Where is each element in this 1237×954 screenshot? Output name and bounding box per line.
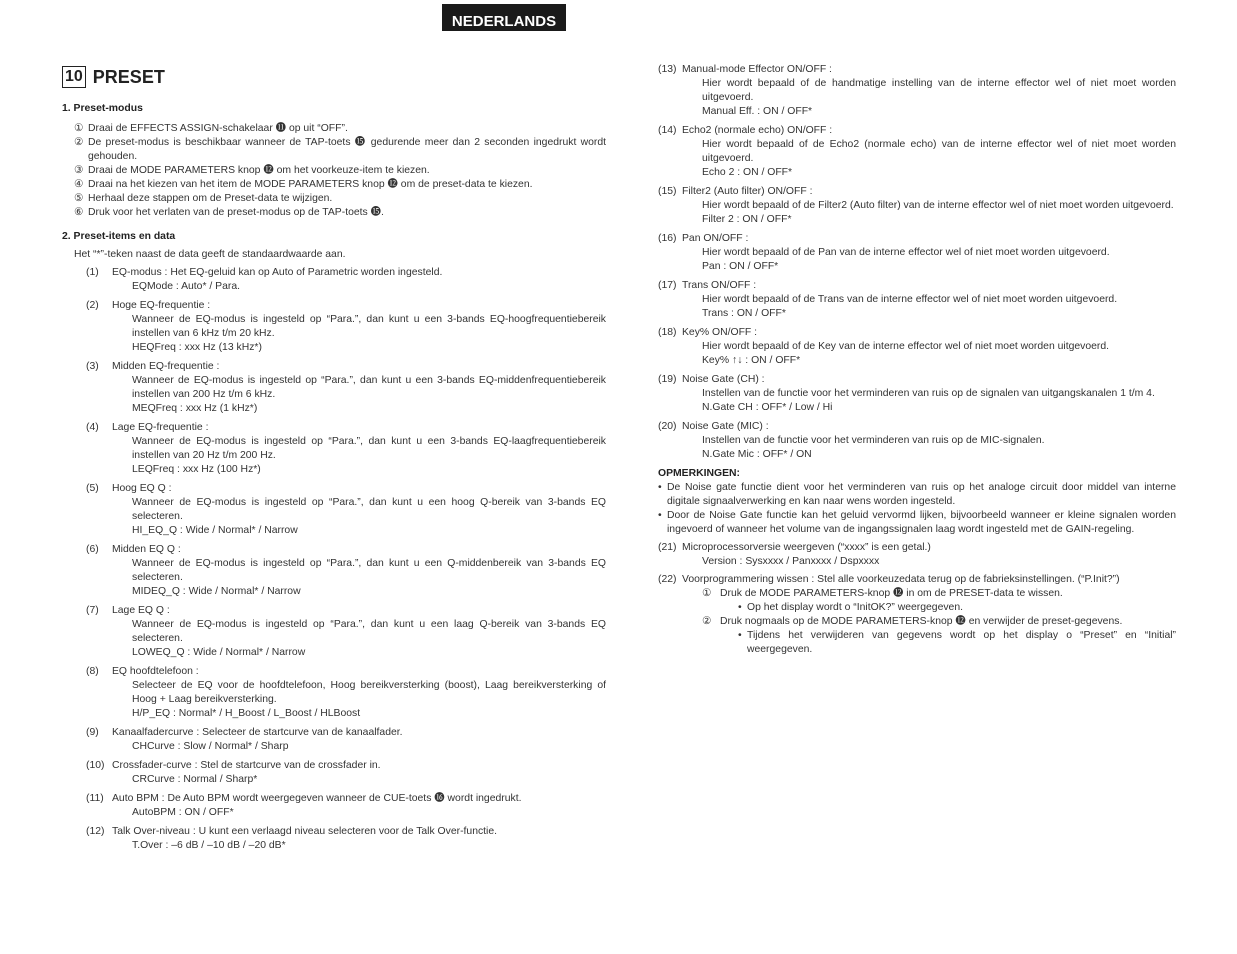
item-header xyxy=(658,124,1176,138)
step-marker: ② xyxy=(702,616,712,627)
preset-item xyxy=(62,604,606,660)
item-body xyxy=(112,825,606,853)
item-head: Hoog EQ Q : xyxy=(112,483,172,494)
item-head: Manual-mode Effector ON/OFF : xyxy=(682,64,832,75)
step-marker: ② xyxy=(74,137,84,148)
item-description: Wanneer de EQ-modus is ingesteld op “Para.”, dan kunt u een 3-bands EQ-middenfrequentiebereik instellen van 200 Hz t/m 6 kHz. xyxy=(132,375,606,400)
language-label: NEDERLANDS xyxy=(451,13,557,30)
preset-step xyxy=(62,122,606,136)
preset-item xyxy=(62,825,606,853)
item-head: Lage EQ Q : xyxy=(112,605,170,616)
item-number: (4) xyxy=(86,422,99,433)
preset-item xyxy=(62,482,606,538)
item-head: Noise Gate (MIC) : xyxy=(682,421,769,432)
item-description: Hier wordt bepaald of de Pan van de interne effector wel of niet moet worden uitgevoerd. xyxy=(702,247,1110,258)
item-description: Hier wordt bepaald of de Filter2 (Auto filter) van de interne effector wel of niet moet worden uitgevoerd. xyxy=(702,200,1174,211)
preset-item xyxy=(62,792,606,820)
item-head: Microprocessorversie weergeven (“xxxx” is een getal.) xyxy=(682,542,931,553)
item-header xyxy=(658,63,1176,77)
preset-item xyxy=(62,726,606,754)
step-marker: ④ xyxy=(74,179,84,190)
preset-items-list xyxy=(62,266,606,853)
item-values: Version : Sysxxxx / Panxxxx / Dspxxxx xyxy=(702,556,880,567)
item-body xyxy=(112,482,606,538)
item-body xyxy=(112,266,606,294)
step-bullet xyxy=(720,629,1176,657)
step-text: Draai de MODE PARAMETERS knop ⓬ om het voorkeuze-item te kiezen. xyxy=(88,165,430,176)
item-number: (20) xyxy=(658,421,677,432)
section-heading xyxy=(62,66,165,88)
bullet-icon: • xyxy=(658,510,662,521)
preset-items-title: 2. Preset-items en data xyxy=(62,231,176,242)
step-text: Druk de MODE PARAMETERS-knop ⓬ in om de PRESET-data te wissen. xyxy=(720,588,1063,599)
preset-item xyxy=(62,266,606,294)
preset-item xyxy=(658,124,1176,180)
item-head: EQ-modus : Het EQ-geluid kan op Auto of Parametric worden ingesteld. xyxy=(112,267,443,278)
item-head: Noise Gate (CH) : xyxy=(682,374,765,385)
preset-item xyxy=(658,232,1176,274)
step-bullet xyxy=(720,601,1176,615)
item-head: Midden EQ-frequentie : xyxy=(112,361,220,372)
item-number: (14) xyxy=(658,125,677,136)
item-header xyxy=(658,232,1176,246)
item-head: Filter2 (Auto filter) ON/OFF : xyxy=(682,186,813,197)
item-values: AutoBPM : ON / OFF* xyxy=(132,807,234,818)
step-body xyxy=(720,587,1176,615)
item-values: CHCurve : Slow / Normal* / Sharp xyxy=(132,741,289,752)
item-description: Hier wordt bepaald of de Key van de interne effector wel of niet moet worden uitgevoerd. xyxy=(702,341,1110,352)
item-number: (15) xyxy=(658,186,677,197)
item-number: (19) xyxy=(658,374,677,385)
note-text: De Noise gate functie dient voor het verminderen van ruis op het analoge circuit door middel van interne digitale signaalverwerking en kan naar wens worden ingesteld. xyxy=(667,482,1176,507)
item-head: Auto BPM : De Auto BPM wordt weergegeven wanneer de CUE-toets ⓰ wordt ingedrukt. xyxy=(112,793,522,804)
step-marker: ⑤ xyxy=(74,193,84,204)
item-head: Voorprogrammering wissen : Stel alle voorkeuzedata terug op de fabrieksinstellingen. (“P.Init?”) xyxy=(682,574,1120,585)
step-text: Draai de EFFECTS ASSIGN-schakelaar ⓫ op uit “OFF”. xyxy=(88,123,348,134)
item-number: (22) xyxy=(658,574,677,585)
item-values: MIDEQ_Q : Wide / Normal* / Narrow xyxy=(132,586,301,597)
step-marker: ① xyxy=(702,588,712,599)
preset-mode-steps xyxy=(62,122,606,220)
section-title: PRESET xyxy=(92,67,165,87)
item-head: EQ hoofdtelefoon : xyxy=(112,666,199,677)
note-text: Door de Noise Gate functie kan het geluid vervormd lijken, bijvoorbeeld wanneer er kleine signalen worden ingevoerd of wanneer het volume van de ingangssignalen laag wordt ingesteld met de GAIN-regeling. xyxy=(667,510,1176,535)
step-body xyxy=(720,615,1176,657)
step-bullet-text: Op het display wordt o “InitOK?” weergegeven. xyxy=(747,602,964,613)
item-body xyxy=(112,726,606,754)
right-items-list xyxy=(658,63,1176,462)
item-head: Talk Over-niveau : U kunt een verlaagd niveau selecteren voor de Talk Over-functie. xyxy=(112,826,498,837)
step-marker: ① xyxy=(74,123,84,134)
language-tab xyxy=(442,4,566,31)
clear-steps xyxy=(658,587,1176,657)
preset-item xyxy=(658,279,1176,321)
bullet-icon: • xyxy=(738,630,742,641)
item-description: Wanneer de EQ-modus is ingesteld op “Para.”, dan kunt u een laag Q-bereik van 3-bands EQ selecteren. xyxy=(132,619,606,644)
item-body xyxy=(112,759,606,787)
preset-item xyxy=(62,543,606,599)
preset-items-intro: Het “*”-teken naast de data geeft de standaardwaarde aan. xyxy=(74,249,346,260)
preset-item xyxy=(62,299,606,355)
item-values: N.Gate CH : OFF* / Low / Hi xyxy=(702,402,833,413)
item-number: (9) xyxy=(86,727,99,738)
item-values: N.Gate Mic : OFF* / ON xyxy=(702,449,812,460)
item-body xyxy=(112,543,606,599)
item-head: Crossfader-curve : Stel de startcurve van de crossfader in. xyxy=(112,760,381,771)
step-text: Herhaal deze stappen om de Preset-data te wijzigen. xyxy=(88,193,333,204)
item-number: (21) xyxy=(658,542,677,553)
item-head: Pan ON/OFF : xyxy=(682,233,749,244)
step-text: De preset-modus is beschikbaar wanneer de TAP-toets ⓯ gedurende meer dan 2 seconden ingedrukt wordt gehouden. xyxy=(88,137,606,162)
item-values: Key% ↑↓ : ON / OFF* xyxy=(702,355,801,366)
item-header xyxy=(658,185,1176,199)
item-values: HI_EQ_Q : Wide / Normal* / Narrow xyxy=(132,525,298,536)
bullet-icon: • xyxy=(738,602,742,613)
step-text: Draai na het kiezen van het item de MODE PARAMETERS knop ⓬ om de preset-data te kiezen. xyxy=(88,179,533,190)
item-header xyxy=(658,279,1176,293)
item-number: (17) xyxy=(658,280,677,291)
item-values: EQMode : Auto* / Para. xyxy=(132,281,241,292)
preset-item xyxy=(658,420,1176,462)
item-head: Hoge EQ-frequentie : xyxy=(112,300,211,311)
item-header xyxy=(658,420,1176,434)
item-description: Wanneer de EQ-modus is ingesteld op “Para.”, dan kunt u een Q-middenbereik van 3-bands EQ selecteren. xyxy=(132,558,606,583)
preset-step xyxy=(62,136,606,164)
item-number: (3) xyxy=(86,361,99,372)
item-values: HEQFreq : xxx Hz (13 kHz*) xyxy=(132,342,262,353)
step-bullet-text: Tijdens het verwijderen van gegevens wordt op het display o “Preset” en “Initial” weergegeven. xyxy=(747,630,1176,655)
item-number: (10) xyxy=(86,760,105,771)
preset-mode-title: 1. Preset-modus xyxy=(62,103,143,114)
item-description: Hier wordt bepaald of de handmatige instelling van de interne effector wel of niet moet worden uitgevoerd. xyxy=(702,78,1176,103)
item-number: (16) xyxy=(658,233,677,244)
preset-item xyxy=(62,360,606,416)
bullet-icon: • xyxy=(658,482,662,493)
item-head: Midden EQ Q : xyxy=(112,544,181,555)
item-body xyxy=(112,421,606,477)
note-bullet xyxy=(658,509,1176,537)
preset-item xyxy=(658,185,1176,227)
item-22 xyxy=(658,573,1176,657)
section-number: 10 xyxy=(62,66,86,88)
clear-step xyxy=(658,587,1176,615)
item-values: Filter 2 : ON / OFF* xyxy=(702,214,792,225)
item-description: Instellen van de functie voor het verminderen van ruis op de MIC-signalen. xyxy=(702,435,1045,446)
item-head: Kanaalfadercurve : Selecteer de startcurve van de kanaalfader. xyxy=(112,727,403,738)
item-description: Wanneer de EQ-modus is ingesteld op “Para.”, dan kunt u een hoog Q-bereik van 3-bands EQ selecteren. xyxy=(132,497,606,522)
item-values: H/P_EQ : Normal* / H_Boost / L_Boost / HLBoost xyxy=(132,708,361,719)
step-marker: ⑥ xyxy=(74,207,84,218)
item-number: (6) xyxy=(86,544,99,555)
preset-item xyxy=(658,326,1176,368)
item-number: (7) xyxy=(86,605,99,616)
preset-item xyxy=(62,759,606,787)
item-number: (13) xyxy=(658,64,677,75)
item-values: LEQFreq : xxx Hz (100 Hz*) xyxy=(132,464,261,475)
item-values: MEQFreq : xxx Hz (1 kHz*) xyxy=(132,403,258,414)
clear-step xyxy=(658,615,1176,657)
item-values: T.Over : –6 dB / –10 dB / –20 dB* xyxy=(132,840,286,851)
item-values: CRCurve : Normal / Sharp* xyxy=(132,774,258,785)
item-description: Instellen van de functie voor het verminderen van ruis op de signalen van uitgangskanalen 1 t/m 4. xyxy=(702,388,1155,399)
preset-step xyxy=(62,164,606,178)
step-text: Druk nogmaals op de MODE PARAMETERS-knop ⓬ en verwijder de preset-gegevens. xyxy=(720,616,1123,627)
item-description: Hier wordt bepaald of de Trans van de interne effector wel of niet moet worden uitgevoerd. xyxy=(702,294,1118,305)
step-text: Druk voor het verlaten van de preset-modus op de TAP-toets ⓯. xyxy=(88,207,384,218)
item-head: Key% ON/OFF : xyxy=(682,327,758,338)
item-number: (11) xyxy=(86,793,104,804)
item-values: Echo 2 : ON / OFF* xyxy=(702,167,793,178)
step-marker: ③ xyxy=(74,165,84,176)
preset-item xyxy=(658,373,1176,415)
notes-title: OPMERKINGEN: xyxy=(658,468,740,479)
item-values: Trans : ON / OFF* xyxy=(702,308,786,319)
item-number: (18) xyxy=(658,327,677,338)
item-body xyxy=(112,299,606,355)
item-values: Pan : ON / OFF* xyxy=(702,261,779,272)
preset-item xyxy=(658,63,1176,119)
item-description: Wanneer de EQ-modus is ingesteld op “Para.”, dan kunt u een 3-bands EQ-laagfrequentiebereik instellen van 20 Hz t/m 200 Hz. xyxy=(132,436,606,461)
item-head: Trans ON/OFF : xyxy=(682,280,757,291)
preset-item xyxy=(62,665,606,721)
item-header xyxy=(658,373,1176,387)
preset-item xyxy=(62,421,606,477)
item-number: (2) xyxy=(86,300,99,311)
item-body xyxy=(112,604,606,660)
item-body xyxy=(112,360,606,416)
item-number: (1) xyxy=(86,267,99,278)
item-number: (12) xyxy=(86,826,105,837)
item-values: LOWEQ_Q : Wide / Normal* / Narrow xyxy=(132,647,306,658)
item-head: Echo2 (normale echo) ON/OFF : xyxy=(682,125,833,136)
item-number: (8) xyxy=(86,666,99,677)
preset-step xyxy=(62,206,606,220)
item-21 xyxy=(658,541,1176,569)
item-description: Hier wordt bepaald of de Echo2 (normale echo) van de interne effector wel of niet moet worden uitgevoerd. xyxy=(702,139,1176,164)
note-bullet xyxy=(658,481,1176,509)
preset-step xyxy=(62,178,606,192)
item-number: (5) xyxy=(86,483,99,494)
item-body xyxy=(112,665,606,721)
item-description: Selecteer de EQ voor de hoofdtelefoon, Hoog bereikversterking (boost), Laag bereikversterking of Hoog + Laag bereikversterking. xyxy=(132,680,606,705)
notes-list xyxy=(658,481,1176,537)
item-body xyxy=(112,792,606,820)
item-values: Manual Eff. : ON / OFF* xyxy=(702,106,813,117)
item-head: Lage EQ-frequentie : xyxy=(112,422,209,433)
item-description: Wanneer de EQ-modus is ingesteld op “Para.”, dan kunt u een 3-bands EQ-hoogfrequentiebereik instellen van 6 kHz t/m 20 kHz. xyxy=(132,314,606,339)
preset-step xyxy=(62,192,606,206)
item-header xyxy=(658,326,1176,340)
